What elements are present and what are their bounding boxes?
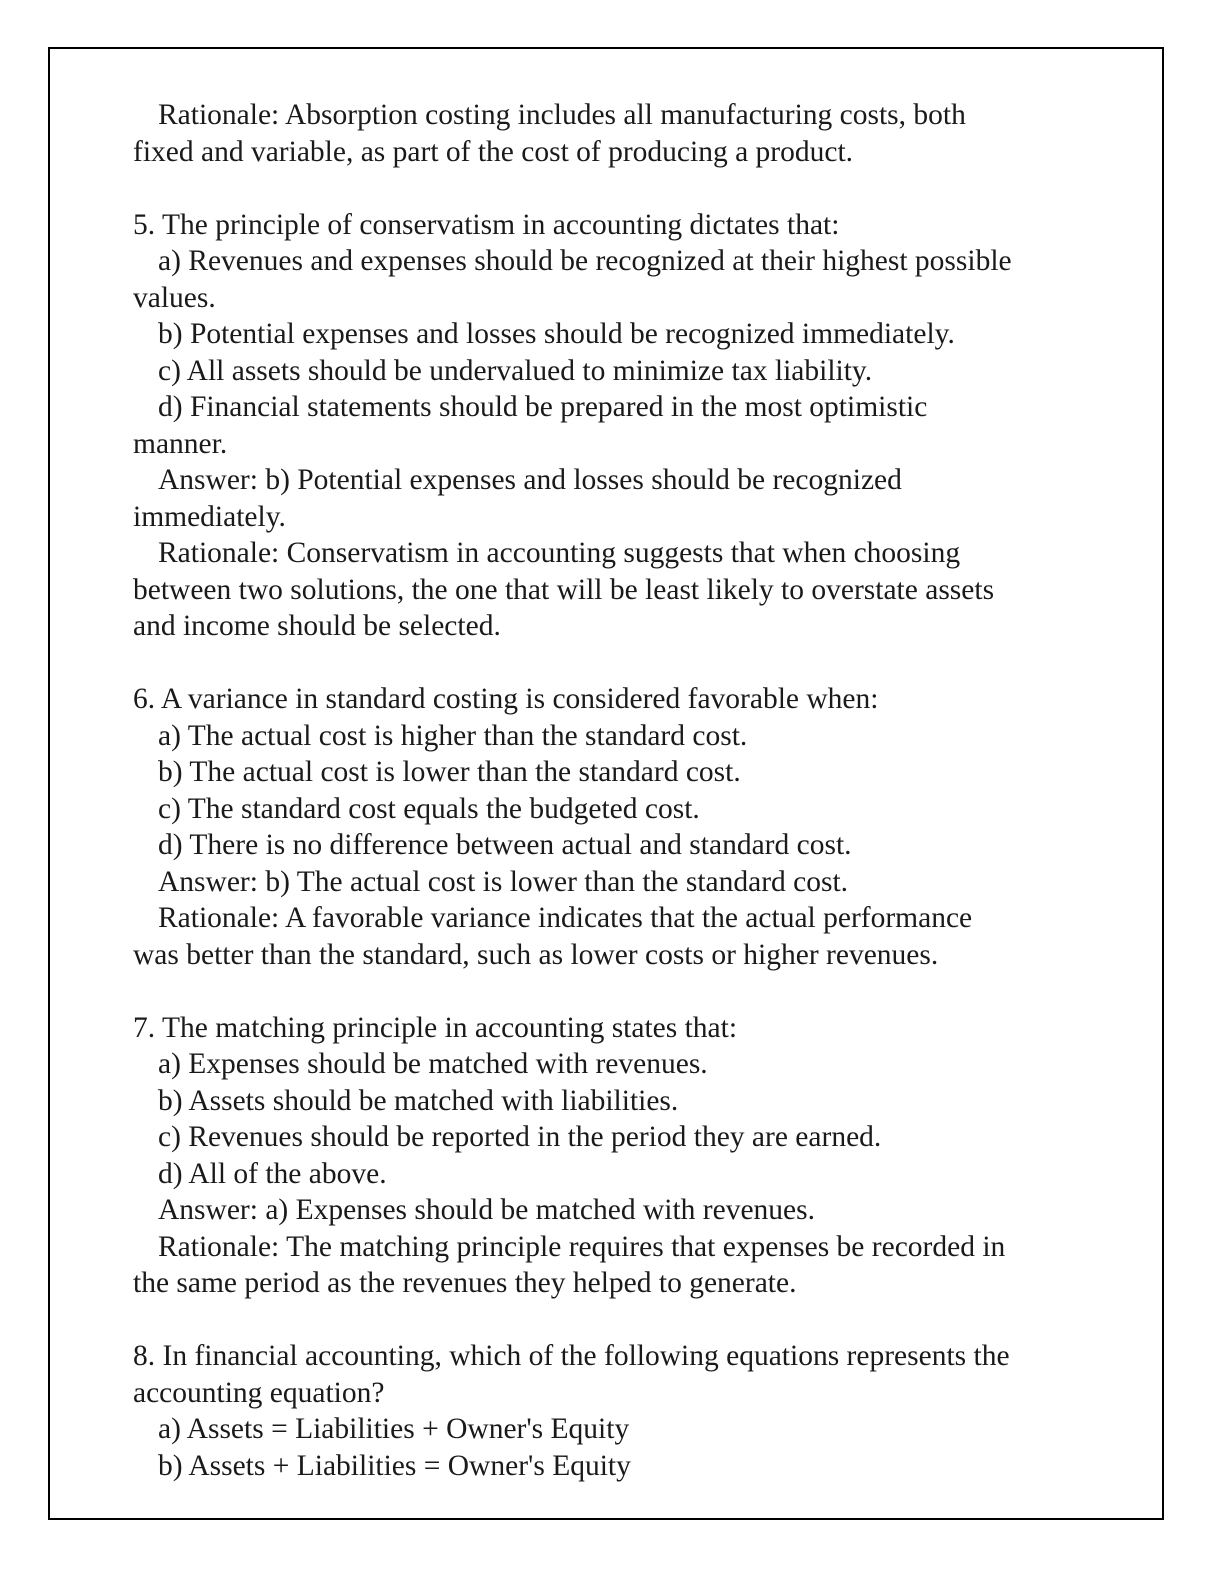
spacer xyxy=(133,1302,1093,1339)
question-5-rationale: Rationale: Conservatism in accounting suggests that when choosing xyxy=(158,537,961,569)
question-5-option-d-cont: manner. xyxy=(133,427,228,460)
spacer xyxy=(133,645,1093,682)
document-body xyxy=(133,97,1093,1484)
question-5-option-a-cont: values. xyxy=(133,281,216,314)
rationale-line: Rationale: Absorption costing includes all manufacturing costs, both xyxy=(158,99,966,131)
question-7-option-d: d) All of the above. xyxy=(158,1157,387,1190)
question-5-answer-cont: immediately. xyxy=(133,500,286,533)
question-8-option-a: a) Assets = Liabilities + Owner's Equity xyxy=(158,1413,630,1445)
question-7-option-b: b) Assets should be matched with liabilities. xyxy=(158,1084,679,1117)
question-5-answer: Answer: b) Potential expenses and losses should be recognized xyxy=(158,464,902,496)
question-5-option-b: b) Potential expenses and losses should be recognized immediately. xyxy=(158,318,955,350)
question-7-rationale: Rationale: The matching principle requires that expenses be recorded in xyxy=(158,1230,1006,1263)
question-6-option-a: a) The actual cost is higher than the standard cost. xyxy=(158,719,748,752)
question-7-text: 7. The matching principle in accounting states that: xyxy=(133,1011,738,1044)
question-7-option-a: a) Expenses should be matched with revenues. xyxy=(158,1048,708,1080)
question-6-text: 6. A variance in standard costing is considered favorable when: xyxy=(133,683,879,715)
question-6-answer: Answer: b) The actual cost is lower than the standard cost. xyxy=(158,865,849,898)
question-5-rationale-cont: and income should be selected. xyxy=(133,610,501,642)
rationale-line: fixed and variable, as part of the cost of producing a product. xyxy=(133,135,854,168)
question-5-option-d: d) Financial statements should be prepared in the most optimistic xyxy=(158,391,928,423)
spacer xyxy=(133,170,1093,207)
question-6-option-c: c) The standard cost equals the budgeted cost. xyxy=(158,792,700,825)
question-6-option-b: b) The actual cost is lower than the standard cost. xyxy=(158,756,741,788)
question-8-text: 8. In financial accounting, which of the following equations represents the xyxy=(133,1340,1010,1372)
question-6-option-d: d) There is no difference between actual and standard cost. xyxy=(158,829,852,861)
question-5-option-c: c) All assets should be undervalued to minimize tax liability. xyxy=(158,354,873,387)
question-7-answer: Answer: a) Expenses should be matched with revenues. xyxy=(158,1194,816,1226)
question-5-rationale-cont: between two solutions, the one that will be least likely to overstate assets xyxy=(133,573,995,606)
question-7-option-c: c) Revenues should be reported in the period they are earned. xyxy=(158,1121,882,1153)
question-6-rationale: Rationale: A favorable variance indicates that the actual performance xyxy=(158,902,973,934)
question-5-text: 5. The principle of conservatism in accounting dictates that: xyxy=(133,208,840,241)
question-8-text-cont: accounting equation? xyxy=(133,1376,385,1409)
question-8-option-b: b) Assets + Liabilities = Owner's Equity xyxy=(158,1449,631,1482)
question-5-option-a: a) Revenues and expenses should be recognized at their highest possible xyxy=(158,245,1012,277)
question-6-rationale-cont: was better than the standard, such as lower costs or higher revenues. xyxy=(133,938,939,971)
spacer xyxy=(133,973,1093,1010)
question-7-rationale-cont: the same period as the revenues they helped to generate. xyxy=(133,1267,797,1299)
